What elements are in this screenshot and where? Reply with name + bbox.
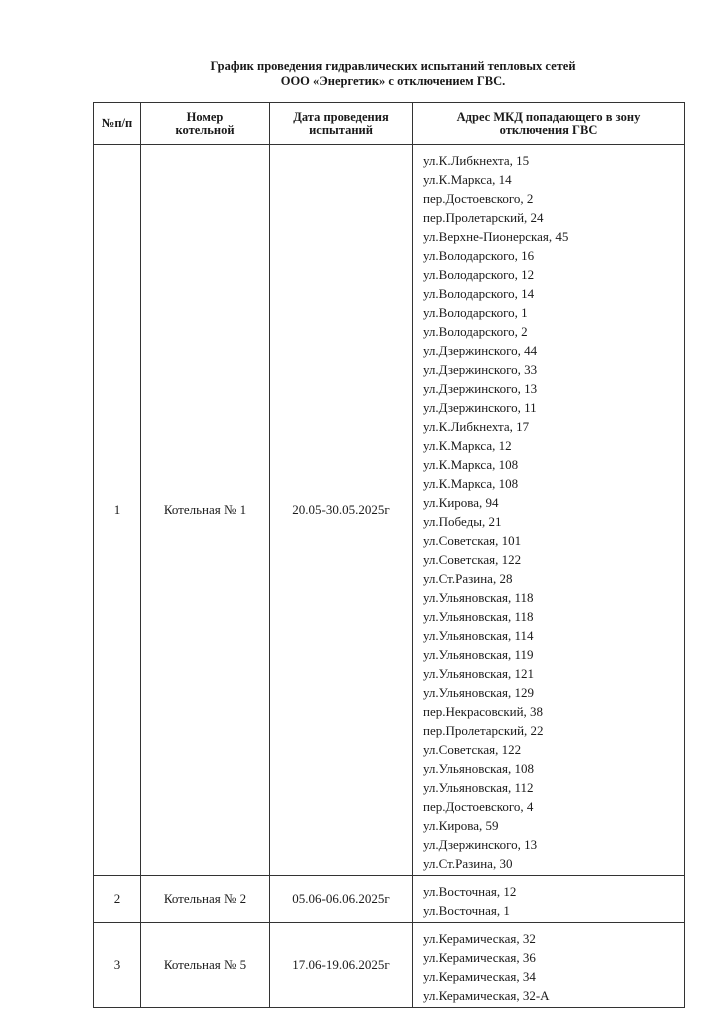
address-item: ул.Советская, 122 bbox=[423, 552, 522, 567]
address-item: ул.Керамическая, 34 bbox=[423, 969, 536, 984]
document-title bbox=[93, 59, 693, 89]
address-item: ул.Ульяновская, 121 bbox=[423, 666, 534, 681]
address-item: ул.Ст.Разина, 30 bbox=[423, 856, 513, 871]
table-row bbox=[94, 923, 685, 1008]
address-item: ул.К.Маркса, 12 bbox=[423, 438, 512, 453]
address-item: пер.Пролетарский, 24 bbox=[423, 210, 544, 225]
header-row bbox=[94, 103, 685, 145]
address-item: ул.Дзержинского, 13 bbox=[423, 381, 538, 396]
header-address: Адрес МКД попадающего в зону отключения ГВС bbox=[413, 103, 685, 145]
row-number-cell: 1 bbox=[94, 145, 141, 876]
address-item: ул.Ульяновская, 112 bbox=[423, 780, 534, 795]
table-header bbox=[94, 103, 685, 145]
test-date-cell: 20.05-30.05.2025г bbox=[270, 145, 413, 876]
table-row bbox=[94, 145, 685, 876]
address-item: ул.Ульяновская, 114 bbox=[423, 628, 534, 643]
address-item: ул.К.Либкнехта, 15 bbox=[423, 153, 530, 168]
address-list-cell bbox=[413, 145, 685, 876]
address-item: ул.Дзержинского, 13 bbox=[423, 837, 538, 852]
address-item: ул.Победы, 21 bbox=[423, 514, 502, 529]
address-item: ул.Ульяновская, 118 bbox=[423, 590, 534, 605]
address-item: ул.Кирова, 94 bbox=[423, 495, 499, 510]
address-item: ул.Ст.Разина, 28 bbox=[423, 571, 513, 586]
address-list-cell bbox=[413, 876, 685, 923]
address-item: ул.К.Маркса, 14 bbox=[423, 172, 512, 187]
address-item: ул.Дзержинского, 33 bbox=[423, 362, 538, 377]
header-date: Дата проведения испытаний bbox=[270, 103, 413, 145]
address-item: ул.Володарского, 12 bbox=[423, 267, 535, 282]
address-item: ул.Кирова, 59 bbox=[423, 818, 499, 833]
test-date-cell: 05.06-06.06.2025г bbox=[270, 876, 413, 923]
address-item: пер.Некрасовский, 38 bbox=[423, 704, 544, 719]
boiler-name-cell: Котельная № 2 bbox=[141, 876, 270, 923]
address-item: ул.Володарского, 14 bbox=[423, 286, 535, 301]
address-item: ул.Верхне-Пионерская, 45 bbox=[423, 229, 569, 244]
address-item: ул.Керамическая, 32-А bbox=[423, 988, 550, 1003]
address-item: ул.Дзержинского, 44 bbox=[423, 343, 538, 358]
test-date-cell: 17.06-19.06.2025г bbox=[270, 923, 413, 1008]
table-row bbox=[94, 876, 685, 923]
row-number-cell: 2 bbox=[94, 876, 141, 923]
table-body bbox=[94, 145, 685, 1008]
address-list-cell bbox=[413, 923, 685, 1008]
address-item: ул.К.Маркса, 108 bbox=[423, 457, 519, 472]
boiler-name-cell: Котельная № 1 bbox=[141, 145, 270, 876]
title-line-1: График проведения гидравлических испытаний тепловых сетей bbox=[210, 59, 576, 73]
address-item: пер.Пролетарский, 22 bbox=[423, 723, 544, 738]
header-boiler: Номер котельной bbox=[141, 103, 270, 145]
boiler-name-cell: Котельная № 5 bbox=[141, 923, 270, 1008]
title-line-2: ООО «Энергетик» с отключением ГВС. bbox=[280, 74, 506, 88]
address-item: ул.Володарского, 1 bbox=[423, 305, 528, 320]
address-item: ул.Керамическая, 32 bbox=[423, 931, 536, 946]
address-item: ул.Володарского, 2 bbox=[423, 324, 528, 339]
address-item: пер.Достоевского, 2 bbox=[423, 191, 534, 206]
address-item: ул.Дзержинского, 11 bbox=[423, 400, 537, 415]
address-item: ул.Володарского, 16 bbox=[423, 248, 535, 263]
address-item: ул.Восточная, 12 bbox=[423, 884, 517, 899]
address-item: ул.Советская, 122 bbox=[423, 742, 522, 757]
address-item: ул.Ульяновская, 118 bbox=[423, 609, 534, 624]
address-item: ул.Советская, 101 bbox=[423, 533, 522, 548]
address-item: ул.Керамическая, 36 bbox=[423, 950, 536, 965]
header-number: №п/п bbox=[94, 103, 141, 145]
row-number-cell: 3 bbox=[94, 923, 141, 1008]
address-item: пер.Достоевского, 4 bbox=[423, 799, 534, 814]
address-item: ул.Ульяновская, 119 bbox=[423, 647, 534, 662]
address-item: ул.Ульяновская, 108 bbox=[423, 761, 534, 776]
schedule-table bbox=[93, 102, 685, 1008]
address-item: ул.Ульяновская, 129 bbox=[423, 685, 534, 700]
address-item: ул.Восточная, 1 bbox=[423, 903, 510, 918]
address-item: ул.К.Маркса, 108 bbox=[423, 476, 519, 491]
address-item: ул.К.Либкнехта, 17 bbox=[423, 419, 530, 434]
